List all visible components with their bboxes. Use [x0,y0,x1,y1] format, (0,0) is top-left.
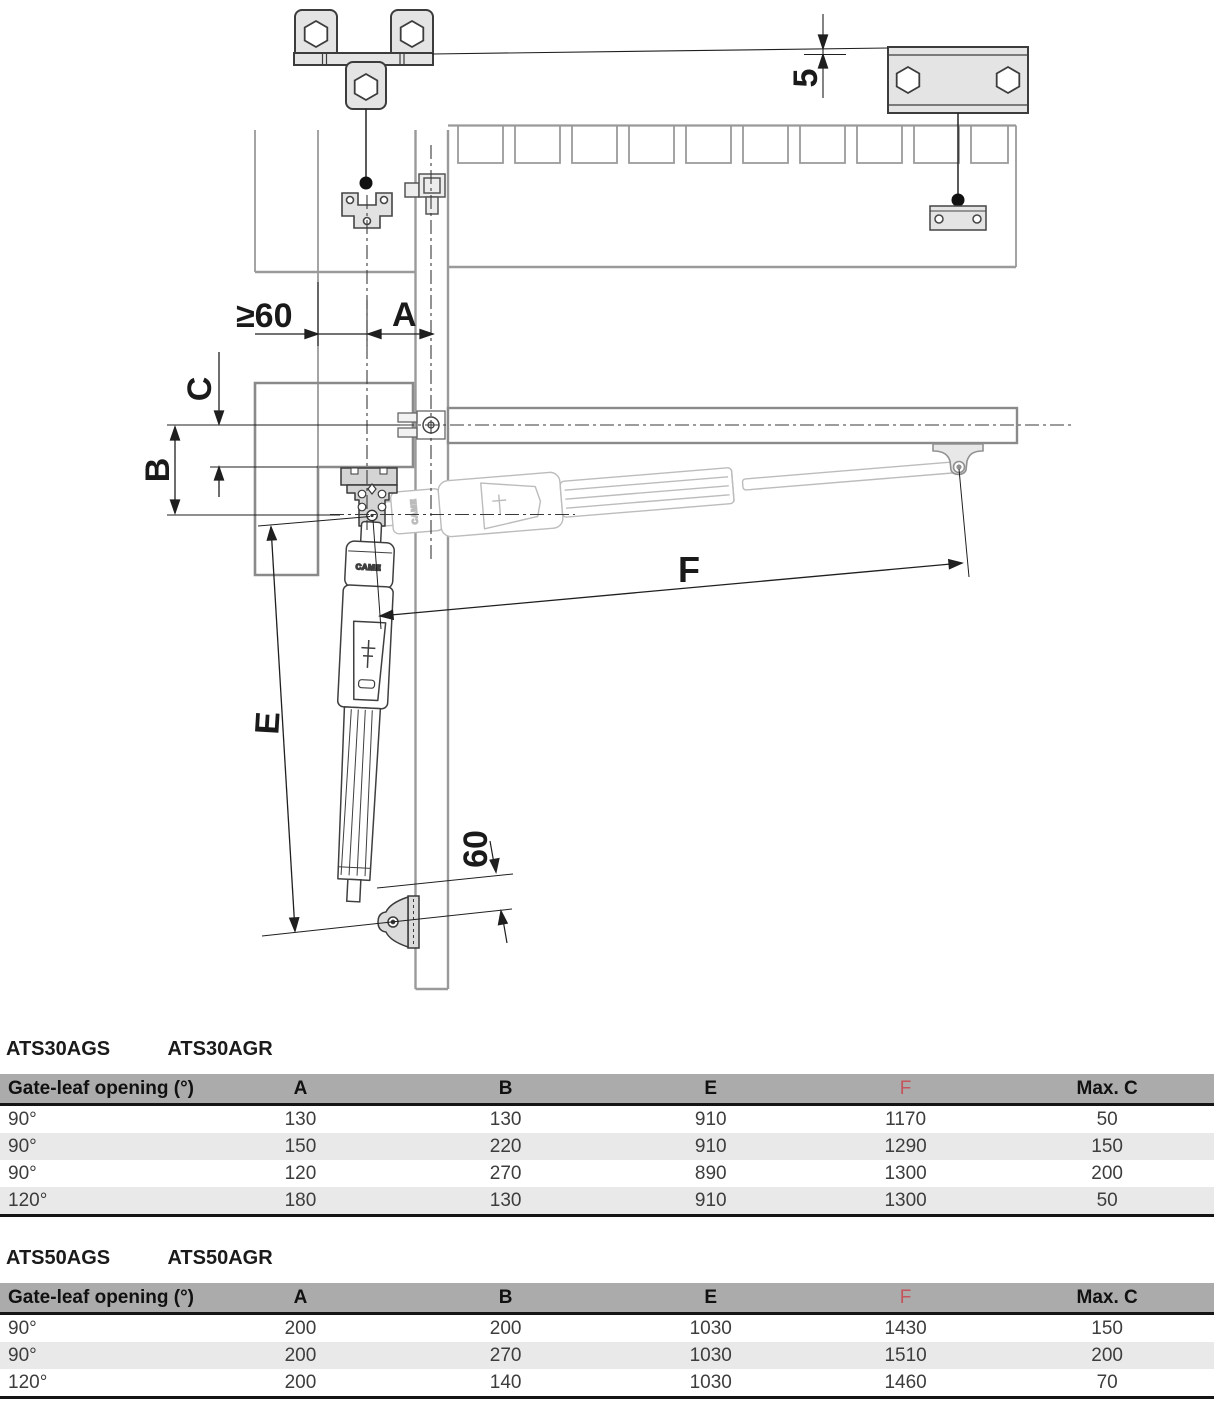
cell-e: 1030 [689,1317,732,1339]
cell-f: 1290 [811,1133,1000,1160]
table-row [0,1342,1214,1369]
col-header-opening: Gate-leaf opening (°) [0,1283,200,1314]
col-header-maxc: Max. C [1000,1074,1214,1105]
col-header-b: B [401,1074,611,1105]
cell-opening: 90° [0,1133,200,1160]
cell-maxc: 50 [1096,1108,1118,1130]
col-header-a: A [200,1074,400,1105]
fence-slats [458,126,1008,163]
cell-e: 890 [694,1162,727,1184]
table-row [0,1314,1214,1343]
cell-opening: 120° [8,1371,48,1393]
brand-label: CAME [355,562,382,573]
cell-opening: 90° [8,1108,37,1130]
actuator-open-position [328,521,397,903]
front-bracket-plate [888,47,1028,113]
cell-f: 1510 [811,1342,1000,1369]
cell-e: 1030 [611,1342,811,1369]
model-titles-ats30 [6,1038,1214,1062]
dim-label-plate-offset: 5 [787,68,825,88]
table-row [0,1160,1214,1187]
cell-f: 1170 [885,1108,927,1130]
dim-label-clearance: ≥60 [236,297,293,335]
model-name: ATS50AGS [6,1247,111,1269]
cell-a: 130 [284,1108,317,1130]
model-name: ATS30AGR [167,1038,273,1060]
cell-b: 200 [489,1317,522,1339]
col-header-f: F [811,1283,1000,1314]
model-name: ATS30AGS [6,1038,111,1060]
cell-maxc: 70 [1096,1371,1118,1393]
gate-edge-fitting [405,174,445,214]
dim-label-e: E [248,710,288,736]
cell-e: 910 [611,1187,811,1216]
cell-maxc: 50 [1000,1187,1214,1216]
cell-b: 270 [489,1162,522,1184]
cell-opening: 90° [8,1162,37,1184]
cell-f: 1300 [811,1187,1000,1216]
cell-a: 200 [200,1342,400,1369]
cell-b: 220 [401,1133,611,1160]
cell-a: 200 [284,1371,317,1393]
col-header-e: E [611,1074,811,1105]
cell-a: 120 [284,1162,317,1184]
table-row [0,1187,1214,1216]
col-header-opening: Gate-leaf opening (°) [0,1074,200,1105]
col-header-f: F [811,1074,1000,1105]
front-bracket-callout [930,113,986,230]
model-name: ATS50AGR [167,1247,273,1269]
dim-label-rod-travel: 60 [457,830,495,868]
table-header-row [0,1074,1214,1105]
table-row [0,1133,1214,1160]
brand-label: CAME [408,498,420,525]
cell-opening: 90° [0,1342,200,1369]
model-titles-ats50 [6,1247,1214,1271]
col-header-maxc: Max. C [1000,1283,1214,1314]
dim-label-c: C [181,376,219,402]
spec-table-ats30 [0,1074,1214,1217]
cell-b: 130 [401,1187,611,1216]
cell-f: 1460 [884,1371,927,1393]
cell-maxc: 200 [1091,1162,1123,1184]
cell-a: 200 [284,1317,317,1339]
actuator-closed-position [376,439,961,542]
rear-bracket-callout [360,109,373,190]
cell-a: 180 [200,1187,400,1216]
cell-maxc: 150 [1000,1133,1214,1160]
cell-b: 130 [489,1108,522,1130]
table-row [0,1105,1214,1134]
dim-label-a: A [392,296,417,334]
cell-b: 270 [401,1342,611,1369]
cell-e: 910 [611,1133,811,1160]
col-header-b: B [401,1283,611,1314]
cell-opening: 120° [0,1187,200,1216]
cell-e: 1030 [689,1371,732,1393]
spec-table-ats50 [0,1283,1214,1399]
cell-f: 1430 [884,1317,927,1339]
cell-a: 150 [200,1133,400,1160]
dim-label-f: F [678,549,700,590]
cell-e: 910 [694,1108,727,1130]
col-header-e: E [611,1283,811,1314]
gate-bracket-open [378,896,419,948]
table-row [0,1369,1214,1398]
rear-bracket-kit [294,10,433,109]
col-header-a: A [200,1283,400,1314]
cell-b: 140 [489,1371,522,1393]
cell-f: 1300 [884,1162,927,1184]
cell-opening: 90° [8,1317,37,1339]
cell-maxc: 200 [1000,1342,1214,1369]
table-header-row [0,1283,1214,1314]
dim-label-b: B [139,457,177,483]
cell-maxc: 150 [1091,1317,1123,1339]
